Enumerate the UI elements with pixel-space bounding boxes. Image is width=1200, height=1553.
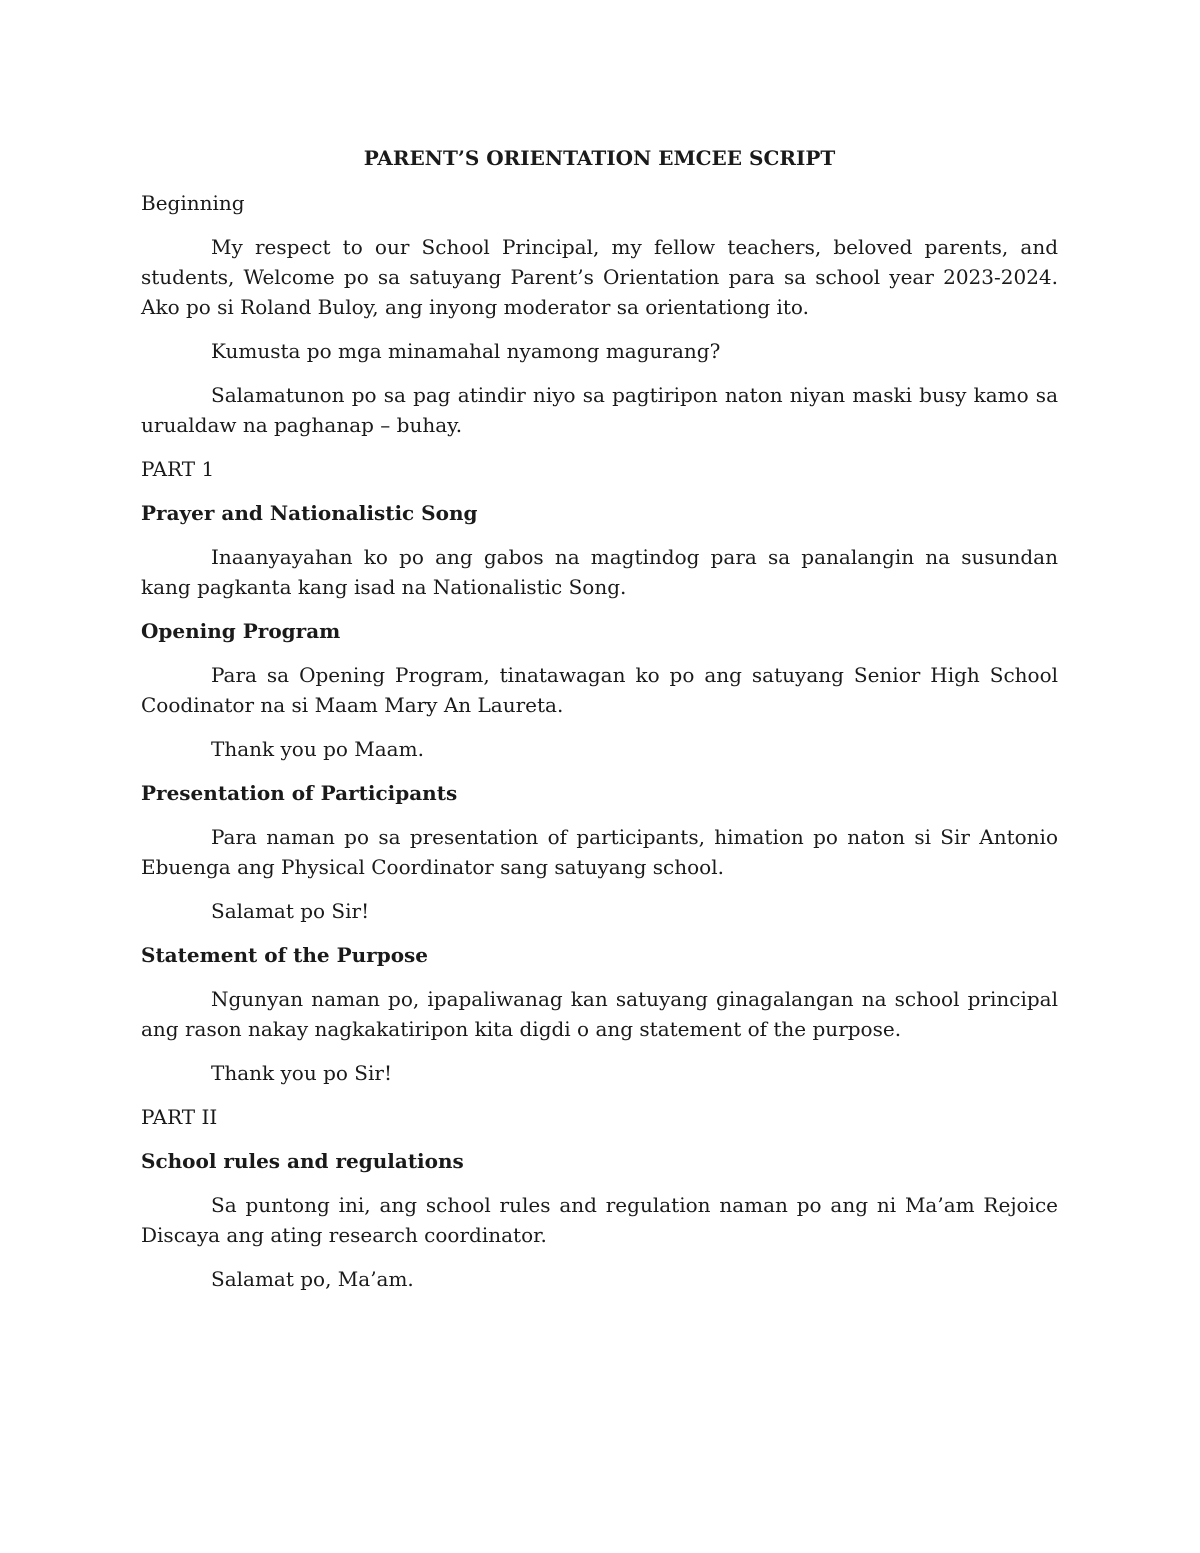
purpose-paragraph: Ngunyan naman po, ipapaliwanag kan satuyang ginagalangan na school principal ang rason nakay nagkakatiripon kita digdi o ang statement of the purpose.	[141, 987, 1058, 1041]
greeting-paragraph: Kumusta po mga minamahal nyamong magurang?	[211, 339, 721, 363]
document-title: PARENT’S ORIENTATION EMCEE SCRIPT	[363, 146, 836, 170]
prayer-paragraph: Inaanyayahan ko po ang gabos na magtindog para sa panalangin na susundan kang pagkanta kang isad na Nationalistic Song.	[141, 545, 1058, 599]
opening-program-heading: Opening Program	[141, 619, 341, 643]
participants-thanks: Salamat po Sir!	[211, 899, 370, 923]
opening-program-thanks: Thank you po Maam.	[211, 737, 424, 761]
document-body	[141, 143, 1058, 1308]
part-2-label: PART II	[141, 1105, 218, 1129]
thanks-attendance-paragraph: Salamatunon po sa pag atindir niyo sa pagtiripon naton niyan maski busy kamo sa urualdaw na paghanap – buhay.	[141, 383, 1058, 437]
purpose-thanks: Thank you po Sir!	[211, 1061, 392, 1085]
part-1-label: PART 1	[141, 457, 215, 481]
school-rules-thanks: Salamat po, Ma’am.	[211, 1267, 414, 1291]
school-rules-paragraph: Sa puntong ini, ang school rules and regulation naman po ang ni Ma’am Rejoice Discaya ang ating research coordinator.	[141, 1193, 1058, 1247]
opening-program-paragraph: Para sa Opening Program, tinatawagan ko po ang satuyang Senior High School Coodinator na si Maam Mary An Laureta.	[141, 663, 1058, 717]
purpose-heading: Statement of the Purpose	[141, 943, 429, 967]
participants-paragraph: Para naman po sa presentation of participants, himation po naton si Sir Antonio Ebuenga ang Physical Coordinator sang satuyang school.	[141, 825, 1058, 879]
welcome-paragraph: My respect to our School Principal, my fellow teachers, beloved parents, and students, Welcome po sa satuyang Parent’s Orientation para sa school year 2023-2024. Ako po si Roland Buloy, ang inyong moderator sa orientationg ito.	[141, 235, 1058, 319]
beginning-label: Beginning	[141, 191, 245, 215]
participants-heading: Presentation of Participants	[141, 781, 458, 805]
school-rules-heading: School rules and regulations	[141, 1149, 464, 1173]
prayer-heading: Prayer and Nationalistic Song	[141, 501, 478, 525]
